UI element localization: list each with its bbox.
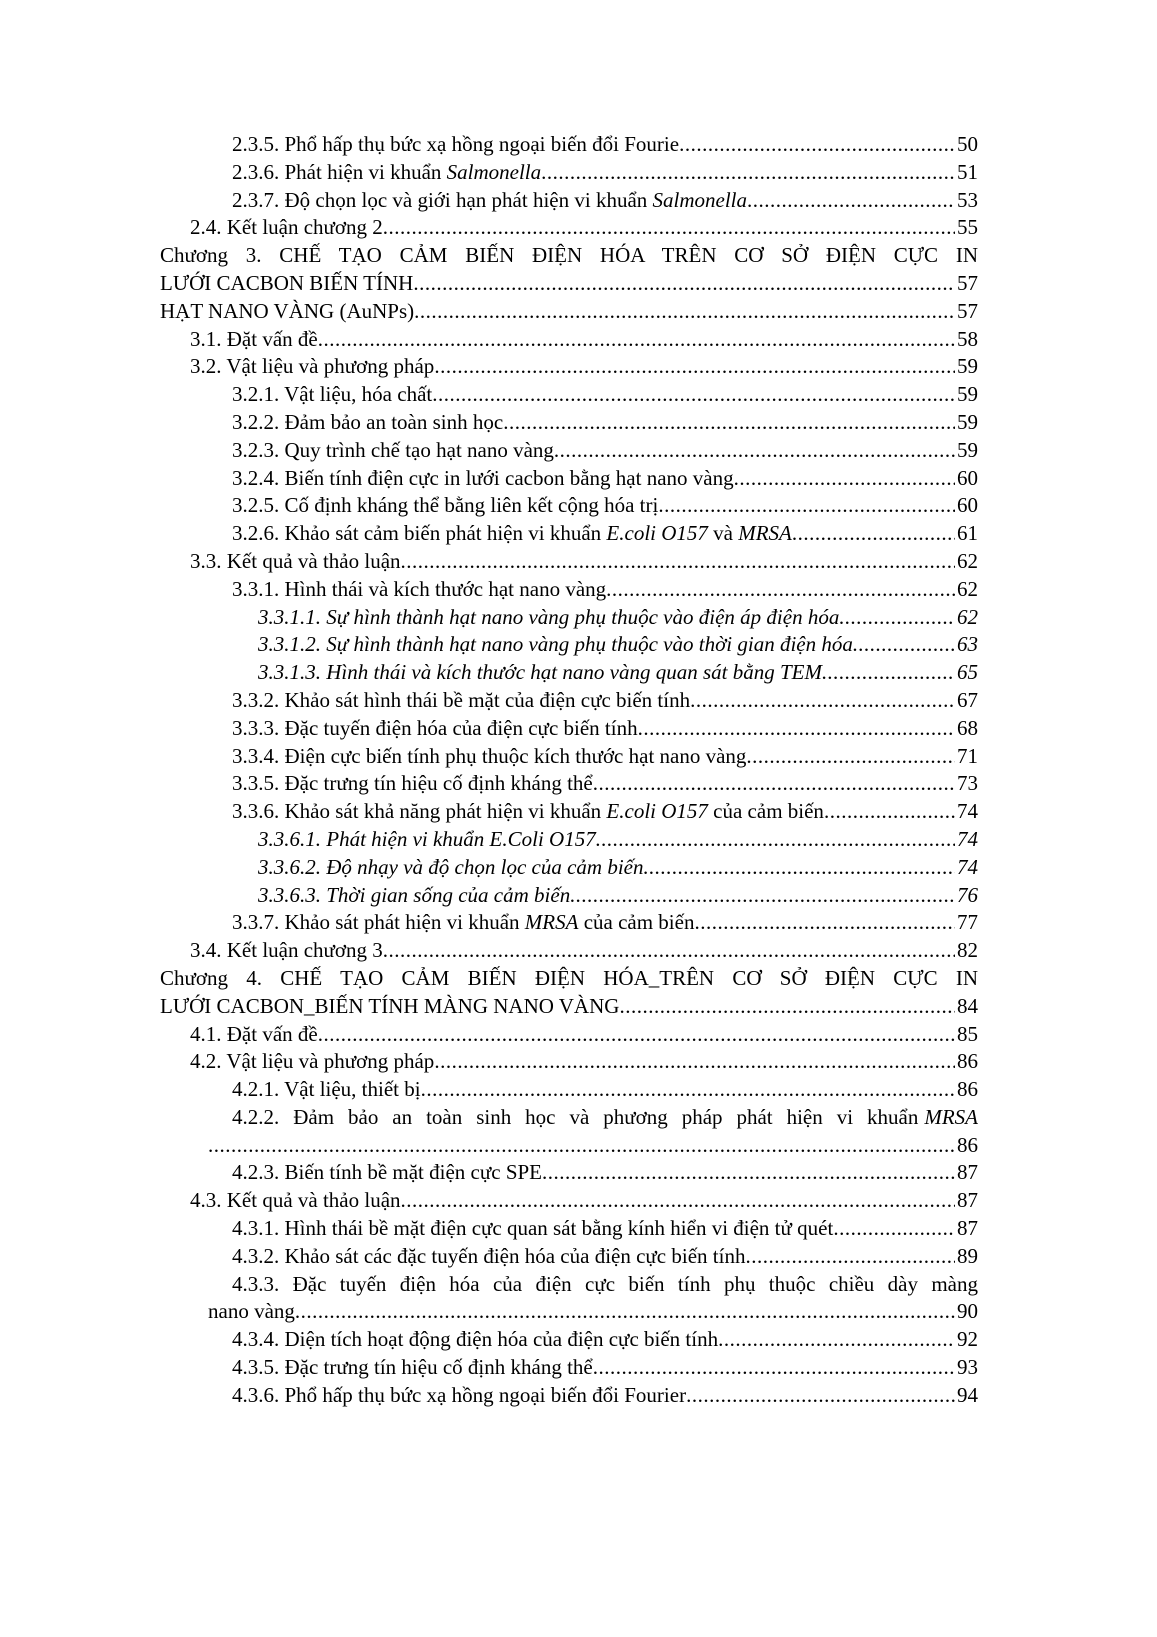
toc-entry[interactable] bbox=[160, 437, 978, 465]
toc-entry-title bbox=[232, 131, 679, 159]
toc-entry[interactable] bbox=[160, 993, 978, 1021]
toc-entry-title bbox=[190, 214, 383, 242]
toc-page-number: 58 bbox=[957, 326, 978, 351]
toc-page-number: 87 bbox=[957, 1216, 978, 1241]
toc-page-number: 60 bbox=[957, 465, 978, 490]
toc-page-number: 87 bbox=[957, 1188, 978, 1213]
dot-leader bbox=[824, 798, 955, 826]
toc-entry-text: 3.2.5. Cố định kháng thể bằng liên kết cộng hóa trị bbox=[232, 493, 659, 518]
toc-entry-text: 4.2.3. Biến tính bề mặt điện cực SPE bbox=[232, 1160, 543, 1185]
toc-entry-text: nano vàng bbox=[208, 1299, 295, 1324]
toc-page-number: 90 bbox=[957, 1299, 978, 1324]
toc-entry[interactable] bbox=[160, 937, 978, 965]
toc-entry-text: 4.3.2. Khảo sát các đặc tuyến điện hóa của điện cực biến tính bbox=[232, 1243, 746, 1268]
dot-leader bbox=[839, 604, 955, 632]
toc-entry-title bbox=[258, 604, 839, 632]
toc-entry[interactable] bbox=[160, 1382, 978, 1410]
italic-term: MRSA bbox=[738, 521, 792, 546]
toc-entry-title bbox=[232, 1159, 542, 1187]
toc-entry-title bbox=[232, 743, 746, 771]
toc-page-number: 61 bbox=[957, 521, 978, 546]
toc-entry-title bbox=[232, 187, 747, 215]
toc-entry[interactable] bbox=[160, 882, 978, 910]
toc-entry-text: 3.3.1. Hình thái và kích thước hạt nano vàng bbox=[232, 576, 607, 601]
dot-leader bbox=[619, 993, 955, 1021]
toc-entry-text: 4.3.5. Đặc trưng tín hiệu cố định kháng thể bbox=[232, 1355, 593, 1380]
toc-entry-text: 2.3.6. Phát hiện vi khuẩn bbox=[232, 159, 447, 184]
dot-leader bbox=[822, 659, 955, 687]
dot-leader bbox=[541, 159, 955, 187]
toc-entry-title bbox=[232, 1382, 686, 1410]
toc-entry-text: 3.1. Đặt vấn đề bbox=[190, 326, 318, 351]
toc-entry-text: LƯỚI CACBON BIẾN TÍNH bbox=[160, 270, 414, 295]
toc-entry-title bbox=[190, 1021, 318, 1049]
toc-entry-text: 4.3.4. Diện tích hoạt động điện hóa của điện cực biến tính bbox=[232, 1327, 719, 1352]
toc-entry[interactable] bbox=[160, 548, 978, 576]
toc-page-number: 86 bbox=[957, 1132, 978, 1157]
toc-entry-title bbox=[232, 381, 432, 409]
toc-entry-text: của cảm biến bbox=[707, 799, 824, 824]
toc-entry-text: 4.3.1. Hình thái bề mặt điện cực quan sát bằng kính hiển vi điện tử quét bbox=[232, 1216, 834, 1241]
toc-entry[interactable] bbox=[160, 159, 978, 187]
toc-entry[interactable] bbox=[160, 270, 978, 298]
toc-entry-title bbox=[232, 909, 694, 937]
toc-page-number: 59 bbox=[957, 409, 978, 434]
toc-entry[interactable] bbox=[160, 743, 978, 771]
dot-leader bbox=[432, 381, 955, 409]
toc-entry[interactable] bbox=[160, 1354, 978, 1382]
toc-page-number: 53 bbox=[957, 187, 978, 212]
toc-page-number: 77 bbox=[957, 910, 978, 935]
dot-leader bbox=[658, 492, 955, 520]
toc-entry[interactable] bbox=[160, 770, 978, 798]
dot-leader bbox=[792, 520, 955, 548]
toc-entry-title bbox=[232, 520, 792, 548]
toc-entry[interactable] bbox=[160, 381, 978, 409]
toc-entry[interactable] bbox=[160, 465, 978, 493]
toc-entry-text: 3.3.6.1. Phát hiện vi khuẩn E.Coli O157 bbox=[258, 826, 596, 851]
toc-entry-title bbox=[232, 798, 824, 826]
toc-entry-text: 3.3.6.2. Độ nhạy và độ chọn lọc của cảm biến bbox=[258, 854, 644, 879]
toc-page-number: 94 bbox=[957, 1382, 978, 1407]
toc-page-number: 63 bbox=[957, 632, 978, 657]
toc-page-number: 74 bbox=[957, 826, 978, 851]
dot-leader bbox=[644, 854, 956, 882]
toc-page-number: 51 bbox=[957, 159, 978, 184]
toc-page-number: 92 bbox=[957, 1327, 978, 1352]
toc-entry-text: 3.2.6. Khảo sát cảm biến phát hiện vi khuẩn bbox=[232, 521, 607, 546]
toc-entry[interactable] bbox=[160, 659, 978, 687]
toc-entry[interactable] bbox=[160, 214, 978, 242]
toc-entry[interactable] bbox=[160, 1048, 978, 1076]
toc-page-number: 57 bbox=[957, 298, 978, 323]
toc-entry-text: 3.2.4. Biến tính điện cực in lưới cacbon bằng hạt nano vàng bbox=[232, 465, 734, 490]
toc-entry-text: 2.4. Kết luận chương 2 bbox=[190, 215, 383, 240]
dot-leader bbox=[383, 214, 955, 242]
toc-entry[interactable] bbox=[160, 631, 978, 659]
toc-page-number: 65 bbox=[957, 660, 978, 685]
toc-entry-title bbox=[232, 576, 606, 604]
toc-entry-title bbox=[232, 1215, 833, 1243]
toc-entry-title bbox=[190, 353, 434, 381]
toc-entry[interactable] bbox=[160, 1132, 978, 1160]
toc-entry-text: 3.3.6. Khảo sát khả năng phát hiện vi khuẩn bbox=[232, 799, 607, 824]
toc-entry[interactable] bbox=[160, 1021, 978, 1049]
toc-entry[interactable] bbox=[160, 576, 978, 604]
dot-leader bbox=[318, 326, 955, 354]
dot-leader bbox=[421, 1076, 955, 1104]
toc-entry-title bbox=[190, 326, 318, 354]
toc-entry-title-text: Chương 4. CHẾ TẠO CẢM BIẾN ĐIỆN HÓA_TRÊN CƠ SỞ ĐIỆN CỰC IN bbox=[160, 965, 978, 990]
toc-entry-title bbox=[160, 242, 978, 270]
toc-entry-title bbox=[160, 965, 978, 993]
toc-entry-title bbox=[232, 770, 593, 798]
dot-leader bbox=[434, 353, 955, 381]
toc-entry-title bbox=[258, 659, 822, 687]
toc-entry-text: 2.3.7. Độ chọn lọc và giới hạn phát hiện vi khuẩn bbox=[232, 187, 653, 212]
toc-entry-title bbox=[232, 1076, 421, 1104]
toc-entry-title bbox=[160, 993, 619, 1021]
toc-page-number: 68 bbox=[957, 715, 978, 740]
toc-page-number: 50 bbox=[957, 132, 978, 156]
toc-page-number: 59 bbox=[957, 437, 978, 462]
toc-entry-title bbox=[232, 715, 638, 743]
toc-page-number: 82 bbox=[957, 938, 978, 963]
toc-entry-text: 3.3.1.3. Hình thái và kích thước hạt nano vàng quan sát bằng TEM bbox=[258, 660, 822, 685]
toc-entry-title bbox=[208, 1298, 295, 1326]
toc-entry[interactable] bbox=[160, 909, 978, 937]
toc-entry-title bbox=[232, 1354, 593, 1382]
italic-term: MRSA bbox=[524, 910, 579, 935]
toc-page-number: 62 bbox=[957, 548, 978, 573]
toc-page-number: 59 bbox=[957, 354, 978, 379]
toc-entry[interactable] bbox=[160, 1298, 978, 1326]
toc-entry-line[interactable] bbox=[160, 1104, 978, 1132]
toc-entry-text: 3.2.3. Quy trình chế tạo hạt nano vàng bbox=[232, 437, 554, 462]
toc-entry-line[interactable] bbox=[160, 965, 978, 993]
toc-entry[interactable] bbox=[160, 1159, 978, 1187]
toc-entry[interactable] bbox=[160, 1187, 978, 1215]
toc-entry[interactable] bbox=[160, 798, 978, 826]
toc-page-number: 74 bbox=[957, 854, 978, 879]
toc-page-number: 85 bbox=[957, 1021, 978, 1046]
dot-leader bbox=[208, 1132, 955, 1160]
toc-entry-title-text: 4.3.3. Đặc tuyến điện hóa của điện cực biến tính phụ thuộc chiều dày màng bbox=[232, 1271, 978, 1296]
toc-page-number: 84 bbox=[957, 993, 978, 1018]
dot-leader bbox=[383, 937, 955, 965]
toc-entry-text: 4.3.6. Phổ hấp thụ bức xạ hồng ngoại biến đổi Fourier bbox=[232, 1382, 687, 1407]
toc-entry-title bbox=[232, 465, 734, 493]
toc-entry[interactable] bbox=[160, 854, 978, 882]
dot-leader bbox=[747, 187, 955, 215]
toc-entry[interactable] bbox=[160, 326, 978, 354]
toc-page-number: 74 bbox=[957, 799, 978, 824]
toc-entry-title-text: Chương 3. CHẾ TẠO CẢM BIẾN ĐIỆN HÓA TRÊN CƠ SỞ ĐIỆN CỰC IN bbox=[160, 243, 978, 268]
italic-term: E.coli O157 bbox=[606, 521, 708, 546]
toc-page-number: 59 bbox=[957, 382, 978, 407]
toc-entry-title bbox=[232, 1326, 718, 1354]
dot-leader bbox=[734, 465, 955, 493]
toc-entry-text: 3.3.3. Đặc tuyến điện hóa của điện cực biến tính bbox=[232, 715, 638, 740]
toc-entry-text: của cảm biến bbox=[578, 910, 695, 935]
toc-entry-title bbox=[258, 631, 853, 659]
table-of-contents bbox=[160, 131, 978, 1410]
toc-entry-title bbox=[160, 298, 414, 326]
toc-page-number: 71 bbox=[957, 743, 978, 768]
toc-entry-text: 3.3.1.2. Sự hình thành hạt nano vàng phụ thuộc vào thời gian điện hóa bbox=[258, 632, 853, 657]
italic-term: Salmonella bbox=[446, 159, 542, 184]
toc-entry-title bbox=[232, 687, 690, 715]
toc-entry[interactable] bbox=[160, 492, 978, 520]
italic-term: MRSA bbox=[924, 1104, 978, 1129]
toc-entry-text: 3.3.4. Điện cực biến tính phụ thuộc kích thước hạt nano vàng bbox=[232, 743, 747, 768]
toc-entry-title bbox=[190, 1048, 434, 1076]
dot-leader bbox=[570, 882, 955, 910]
toc-entry[interactable] bbox=[160, 1215, 978, 1243]
toc-entry[interactable] bbox=[160, 826, 978, 854]
toc-entry-text: và bbox=[707, 521, 739, 546]
toc-page-number: 57 bbox=[957, 270, 978, 295]
toc-entry[interactable] bbox=[160, 520, 978, 548]
toc-entry-text: 4.2.1. Vật liệu, thiết bị bbox=[232, 1077, 421, 1102]
toc-entry[interactable] bbox=[160, 687, 978, 715]
toc-entry-title bbox=[258, 882, 570, 910]
dot-leader bbox=[833, 1215, 955, 1243]
toc-entry-title-text: 4.2.2. Đảm bảo an toàn sinh học và phương pháp phát hiện vi khuẩn bbox=[232, 1104, 919, 1129]
dot-leader bbox=[295, 1298, 955, 1326]
toc-entry-title bbox=[232, 1243, 745, 1271]
toc-entry[interactable] bbox=[160, 409, 978, 437]
dot-leader bbox=[593, 770, 955, 798]
toc-entry[interactable] bbox=[160, 715, 978, 743]
toc-page-number: 93 bbox=[957, 1355, 978, 1380]
dot-leader bbox=[318, 1021, 955, 1049]
dot-leader bbox=[686, 1382, 955, 1410]
toc-page-number: 87 bbox=[957, 1160, 978, 1185]
toc-page-number: 62 bbox=[957, 604, 978, 629]
toc-entry-title bbox=[258, 854, 644, 882]
toc-entry-text: LƯỚI CACBON_BIẾN TÍNH MÀNG NANO VÀNG bbox=[160, 993, 620, 1018]
toc-page-number: 67 bbox=[957, 687, 978, 712]
toc-entry-title bbox=[232, 1271, 978, 1299]
dot-leader bbox=[401, 548, 955, 576]
dot-leader bbox=[596, 826, 955, 854]
toc-page-number: 55 bbox=[957, 215, 978, 240]
toc-entry-text: 4.1. Đặt vấn đề bbox=[190, 1021, 318, 1046]
toc-page-number: 89 bbox=[957, 1243, 978, 1268]
toc-page-number: 60 bbox=[957, 493, 978, 518]
dot-leader bbox=[718, 1326, 955, 1354]
toc-entry-title bbox=[232, 159, 541, 187]
toc-entry-text: 3.4. Kết luận chương 3 bbox=[190, 938, 383, 963]
dot-leader bbox=[554, 437, 955, 465]
toc-page-number: 73 bbox=[957, 771, 978, 796]
toc-entry-text: 3.3.2. Khảo sát hình thái bề mặt của điện cực biến tính bbox=[232, 687, 691, 712]
toc-entry-title bbox=[258, 826, 596, 854]
italic-term: Salmonella bbox=[652, 187, 748, 212]
toc-entry-line[interactable] bbox=[160, 1271, 978, 1299]
dot-leader bbox=[746, 743, 955, 771]
toc-entry-title bbox=[190, 937, 383, 965]
dot-leader bbox=[679, 131, 955, 159]
dot-leader bbox=[414, 298, 955, 326]
toc-entry-text: 2.3.5. Phổ hấp thụ bức xạ hồng ngoại biến đổi Fourie bbox=[232, 132, 680, 156]
toc-entry-text: 3.2.1. Vật liệu, hóa chất bbox=[232, 382, 433, 407]
toc-entry-title bbox=[232, 437, 554, 465]
toc-entry[interactable] bbox=[160, 604, 978, 632]
dot-leader bbox=[503, 409, 955, 437]
toc-entry-text: HẠT NANO VÀNG (AuNPs) bbox=[160, 298, 415, 323]
toc-page-number: 86 bbox=[957, 1049, 978, 1074]
toc-entry-title bbox=[190, 1187, 401, 1215]
dot-leader bbox=[745, 1243, 955, 1271]
toc-page-number: 86 bbox=[957, 1077, 978, 1102]
toc-entry-title bbox=[232, 1104, 978, 1132]
dot-leader bbox=[542, 1159, 955, 1187]
toc-entry-text: 3.2.2. Đảm bảo an toàn sinh học bbox=[232, 409, 504, 434]
toc-entry[interactable] bbox=[160, 1243, 978, 1271]
dot-leader bbox=[401, 1187, 955, 1215]
toc-entry[interactable] bbox=[160, 1326, 978, 1354]
toc-entry-text: 3.3.6.3. Thời gian sống của cảm biến bbox=[258, 882, 571, 907]
dot-leader bbox=[694, 909, 955, 937]
dot-leader bbox=[593, 1354, 955, 1382]
toc-entry-title bbox=[232, 492, 658, 520]
toc-entry-text: 3.2. Vật liệu và phương pháp bbox=[190, 354, 435, 379]
toc-entry-title bbox=[190, 548, 401, 576]
dot-leader bbox=[853, 631, 955, 659]
toc-entry[interactable] bbox=[160, 1076, 978, 1104]
toc-entry[interactable] bbox=[160, 131, 978, 159]
toc-entry-text: 3.3.7. Khảo sát phát hiện vi khuẩn bbox=[232, 910, 525, 935]
toc-page-number: 76 bbox=[957, 882, 978, 907]
toc-entry[interactable] bbox=[160, 187, 978, 215]
dot-leader bbox=[638, 715, 955, 743]
dot-leader bbox=[434, 1048, 955, 1076]
toc-entry-text: 3.3. Kết quả và thảo luận bbox=[190, 548, 401, 573]
toc-entry[interactable] bbox=[160, 353, 978, 381]
toc-entry-title bbox=[160, 270, 413, 298]
toc-entry-text: 3.3.5. Đặc trưng tín hiệu cố định kháng thể bbox=[232, 771, 593, 796]
toc-entry-title bbox=[232, 409, 503, 437]
dot-leader bbox=[413, 270, 955, 298]
toc-entry-text: 3.3.1.1. Sự hình thành hạt nano vàng phụ thuộc vào điện áp điện hóa bbox=[258, 604, 840, 629]
dot-leader bbox=[606, 576, 955, 604]
toc-entry-text: 4.3. Kết quả và thảo luận bbox=[190, 1188, 401, 1213]
dot-leader bbox=[690, 687, 955, 715]
italic-term: E.coli O157 bbox=[606, 799, 708, 824]
toc-page-number: 62 bbox=[957, 576, 978, 601]
toc-entry[interactable] bbox=[160, 298, 978, 326]
toc-entry-line[interactable] bbox=[160, 242, 978, 270]
toc-entry-text: 4.2. Vật liệu và phương pháp bbox=[190, 1049, 435, 1074]
